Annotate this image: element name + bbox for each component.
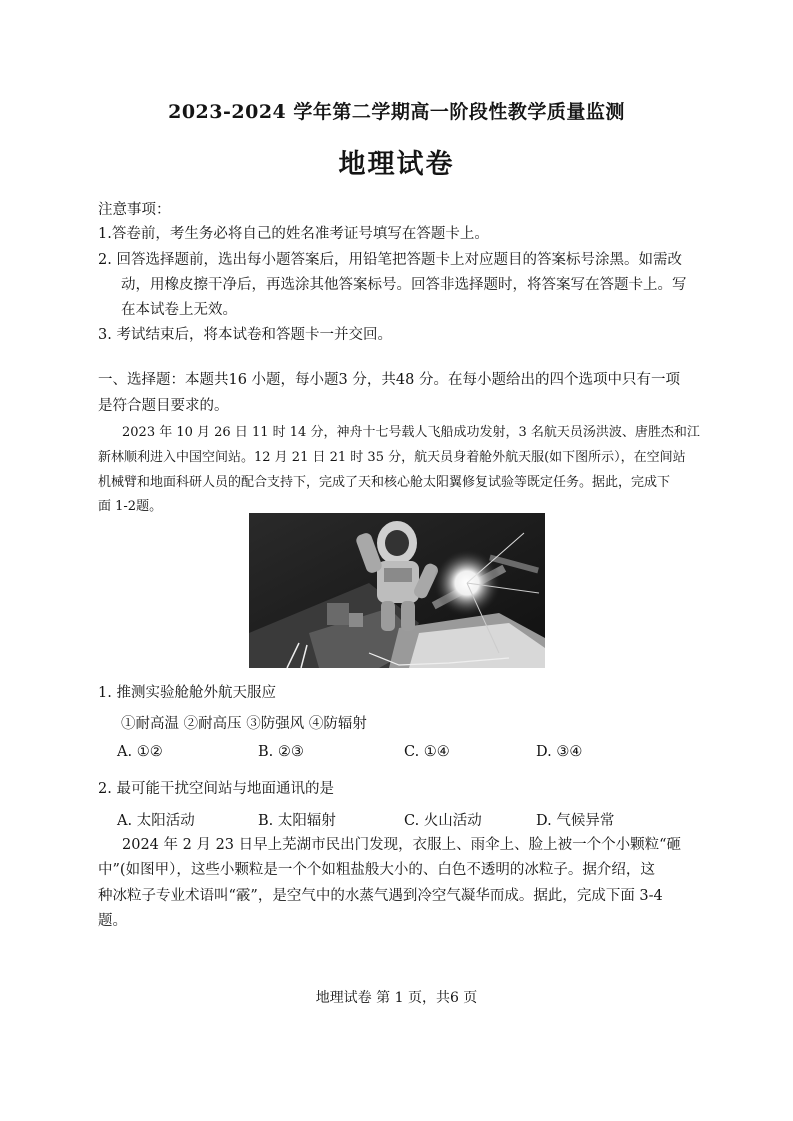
exam-subject-title: 地理试卷 xyxy=(338,149,455,180)
question-1-option-c[interactable]: C. ①④ xyxy=(404,744,450,760)
passage1-line-4: 面 1-2题。 xyxy=(98,499,163,514)
notice-line-3: 3. 考试结束后，将本试卷和答题卡一并交回。 xyxy=(98,327,392,343)
question-2-option-d[interactable]: D. 气候异常 xyxy=(536,813,615,829)
exam-title: 2023-2024 学年第二学期高一阶段性教学质量监测 xyxy=(168,101,625,123)
notice-heading: 注意事项： xyxy=(98,202,171,218)
passage1-line-1: 2023 年 10 月 26 日 11 时 14 分，神舟十七号载人飞船成功发射，3 名航天员汤洪波、唐胜杰和江 xyxy=(122,425,700,440)
passage2-line-4: 题。 xyxy=(98,913,127,929)
question-2-option-b[interactable]: B. 太阳辐射 xyxy=(258,813,336,829)
question-1-stem: 1. 推测实验舱舱外航天服应 xyxy=(98,685,276,701)
question-1-option-d[interactable]: D. ③④ xyxy=(536,744,583,760)
notice-line-2: 2. 回答选择题前，选出每小题答案后，用铅笔把答题卡上对应题目的答案标号涂黑。如需改 xyxy=(98,252,682,268)
page-footer: 地理试卷 第 1 页，共6 页 xyxy=(315,990,478,1006)
passage2-line-3: 种冰粒子专业术语叫“霰”，是空气中的水蒸气遇到冷空气凝华而成。据此，完成下面 3-4 xyxy=(98,888,663,904)
question-1-option-b[interactable]: B. ②③ xyxy=(258,744,304,760)
passage2-line-2: 中”(如图甲），这些小颗粒是一个个如粗盐般大小的、白色不透明的冰粒子。据介绍，这 xyxy=(98,862,655,878)
passage1-line-2: 新林顺利进入中国空间站。12 月 21 日 21 时 35 分，航天员身着舱外航天服(如下图所示），在空间站 xyxy=(98,450,686,465)
question-1-items: ①耐高温 ②耐高压 ③防强风 ④防辐射 xyxy=(121,716,367,732)
question-2-option-a[interactable]: A. 太阳活动 xyxy=(117,813,195,829)
question-1-option-a[interactable]: A. ①② xyxy=(117,744,163,760)
notice-line-2-cont: 动，用橡皮擦干净后，再选涂其他答案标号。回答非选择题时，将答案写在答题卡上。写 xyxy=(121,277,687,293)
question-2-stem: 2. 最可能干扰空间站与地面通讯的是 xyxy=(98,781,334,797)
astronaut-spacewalk-illustration xyxy=(249,513,545,668)
notice-line-1: 1.答卷前，考生务必将自己的姓名准考证号填写在答题卡上。 xyxy=(98,226,489,242)
passage2-line-1: 2024 年 2 月 23 日早上芜湖市民出门发现，衣服上、雨伞上、脸上被一个个小颗粒“砸 xyxy=(122,837,682,853)
astronaut-spacewalk-photo xyxy=(249,513,545,668)
notice-line-2-end: 在本试卷上无效。 xyxy=(121,302,237,318)
section-heading-line-1: 一、选择题：本题共16 小题，每小题3 分，共48 分。在每小题给出的四个选项中只有一项 xyxy=(98,372,680,388)
question-2-option-c[interactable]: C. 火山活动 xyxy=(404,813,482,829)
passage1-line-3: 机械臂和地面科研人员的配合支持下，完成了天和核心舱太阳翼修复试验等既定任务。据此，完成下 xyxy=(98,475,671,490)
section-heading-line-2: 是符合题目要求的。 xyxy=(98,398,229,414)
